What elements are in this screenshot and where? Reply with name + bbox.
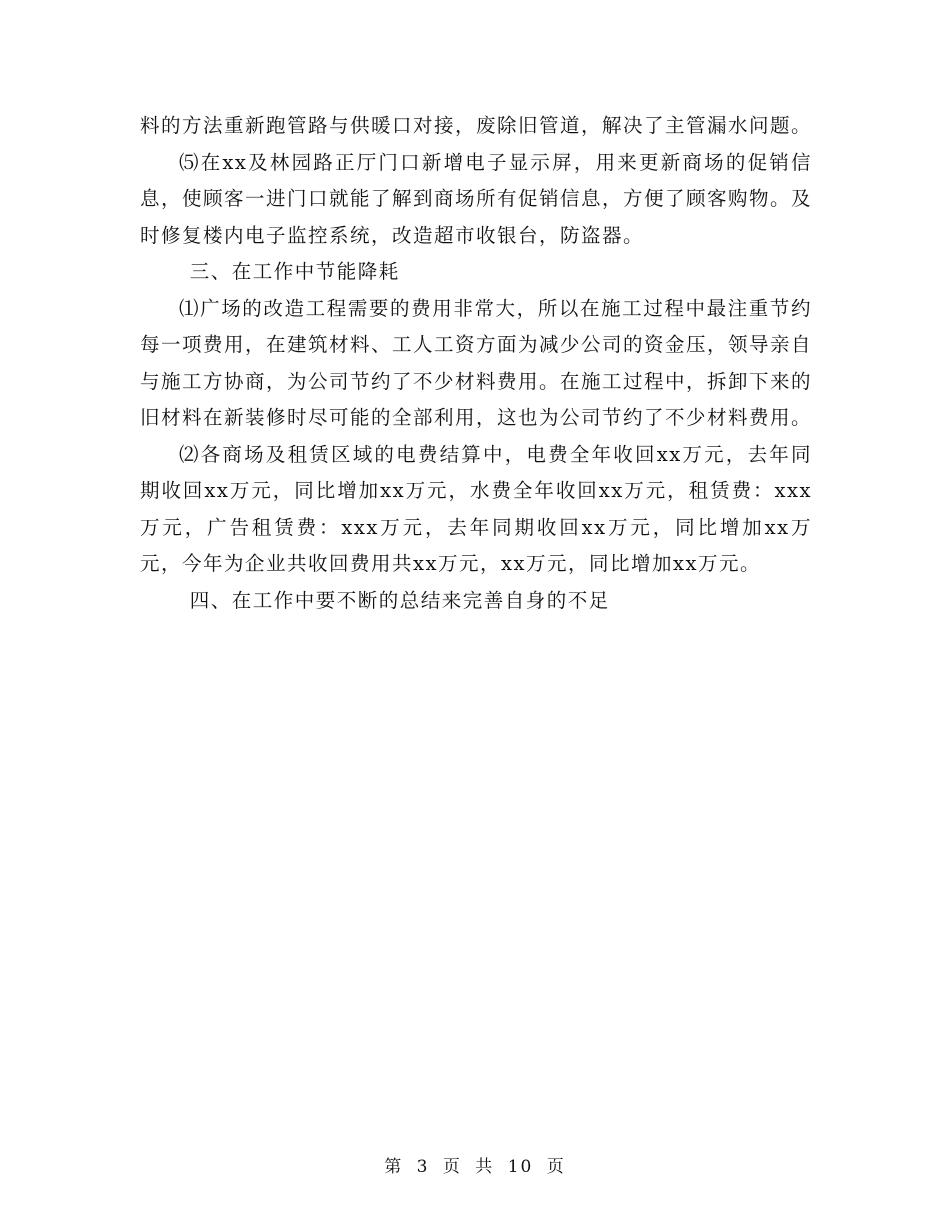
document-body	[140, 108, 812, 619]
section-heading-4: 四、在工作中要不断的总结来完善自身的不足	[189, 588, 610, 612]
section-heading-3: 三、在工作中节能降耗	[189, 260, 400, 283]
paragraph-item-1: ⑴广场的改造工程需要的费用非常大，所以在施工过程中最注重节约每一项费用，在建筑材料、工人工资方面为减少公司的资金压，领导亲自与施工方协商，为公司节约了不少材料费用。在施工过程中，拆卸下来的旧材料在新装修时尽可能的全部利用，这也为公司节约了不少材料费用。	[140, 296, 813, 429]
paragraph-item-5: ⑸在xx及林园路正厅门口新增电子显示屏，用来更新商场的促销信息，使顾客一进门口就能了解到商场所有促销信息，方便了顾客购物。及时修复楼内电子监控系统，改造超市收银台，防盗器。	[140, 150, 813, 247]
paragraph-continuation: 料的方法重新跑管路与供暖口对接，废除旧管道，解决了主管漏水问题。	[140, 114, 813, 137]
paragraph-item-2: ⑵各商场及租赁区域的电费结算中，电费全年收回xx万元，去年同期收回xx万元，同比增加xx万元，水费全年收回xx万元，租赁费：xxx万元，广告租赁费：xxx万元，去年同期收回xx万元，同比增加xx万元，今年为企业共收回费用共xx万元，xx万元，同比增加xx万元。	[140, 442, 812, 575]
page-number-footer: 第 3 页 共 10 页	[384, 1157, 566, 1177]
